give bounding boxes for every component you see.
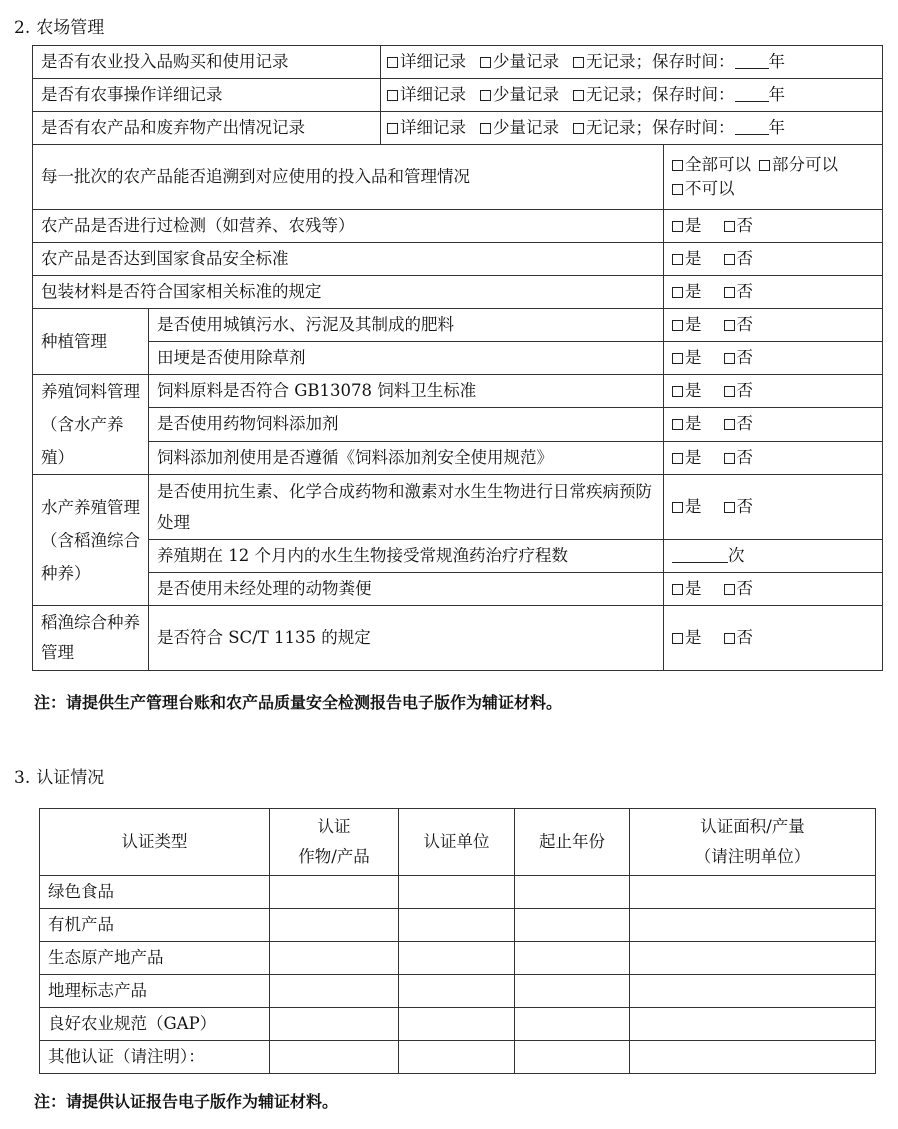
checkbox-icon[interactable] [672,633,683,644]
cert-type-label: 其他认证（请注明）： [40,1041,270,1074]
checkbox-icon[interactable] [672,287,683,298]
category-rice-fish: 稻渔综合种养管理 [33,606,149,671]
checkbox-icon[interactable] [672,386,683,397]
question-cell: 是否使用药物饲料添加剂 [149,408,664,441]
checkbox-option[interactable]: 少量记录 [480,52,559,71]
no-option[interactable]: 否 [724,412,754,436]
no-option[interactable]: 否 [724,446,754,470]
question-cell: 养殖期在 12 个月内的水生生物接受常规渔药治疗疗程数 [149,540,664,573]
count-unit: 次 [728,546,745,565]
checkbox-icon[interactable] [672,584,683,595]
cert-area-field[interactable] [630,942,876,975]
record-options: 详细记录 少量记录 无记录；保存时间： 年 [381,112,883,145]
checkbox-icon[interactable] [387,90,398,101]
checkbox-icon[interactable] [724,287,735,298]
cert-type-label: 生态原产地产品 [40,942,270,975]
checkbox-option[interactable]: 无记录；保存时间： [573,85,735,104]
section-number: 2. [14,18,31,38]
category-feed: 养殖饲料管理（含水产养殖） [33,375,149,475]
checkbox-icon[interactable] [724,502,735,513]
table-row [33,79,883,112]
question-cell: 是否有农产品和废弃物产出情况记录 [33,112,381,145]
checkbox-option[interactable]: 详细记录 [387,118,466,137]
record-options: 详细记录 少量记录 无记录；保存时间： 年 [381,46,883,79]
table-row [33,408,883,441]
yes-no-options [664,210,883,243]
farm-management-table [32,45,883,671]
cert-org-field[interactable] [399,942,515,975]
no-option[interactable]: 否 [724,247,754,271]
table-row [40,1041,876,1074]
question-cell: 饲料添加剂使用是否遵循《饲料添加剂安全使用规范》 [149,441,664,474]
checkbox-icon[interactable] [724,453,735,464]
yes-option[interactable]: 是 [672,313,702,337]
header-cert-years: 起止年份 [515,809,630,876]
no-option[interactable]: 否 [724,577,754,601]
cert-area-field[interactable] [630,975,876,1008]
question-cell: 是否有农事操作详细记录 [33,79,381,112]
question-cell: 每一批次的农产品能否追溯到对应使用的投入品和管理情况 [33,145,664,210]
yes-option[interactable]: 是 [672,379,702,403]
checkbox-icon[interactable] [672,453,683,464]
header-cert-org: 认证单位 [399,809,515,876]
yes-option[interactable]: 是 [672,280,702,304]
yes-option[interactable]: 是 [672,446,702,470]
header-cert-crop: 认证 作物/产品 [270,809,399,876]
yes-option[interactable]: 是 [672,247,702,271]
checkbox-icon[interactable] [724,633,735,644]
cert-type-label: 有机产品 [40,909,270,942]
years-blank-field[interactable] [735,120,769,135]
checkbox-icon[interactable] [672,160,683,171]
no-option[interactable]: 否 [724,313,754,337]
yes-no-options [664,606,883,671]
checkbox-icon[interactable] [672,320,683,331]
checkbox-icon[interactable] [672,254,683,265]
yes-no-options [664,309,883,342]
header-cert-area: 认证面积/产量 （请注明单位） [630,809,876,876]
table-row [33,540,883,573]
question-cell: 农产品是否达到国家食品安全标准 [33,243,664,276]
checkbox-icon[interactable] [759,160,770,171]
question-cell: 是否使用抗生素、化学合成药物和激素对水生生物进行日常疾病预防处理 [149,475,664,540]
table-row [33,276,883,309]
count-blank-field[interactable] [672,548,728,563]
checkbox-icon[interactable] [573,90,584,101]
cert-area-field[interactable] [630,1041,876,1074]
trace-options [664,145,883,210]
no-option[interactable]: 否 [724,626,754,650]
no-option[interactable]: 否 [724,346,754,370]
yes-option[interactable]: 是 [672,577,702,601]
yes-no-options [664,573,883,606]
section-3-heading [14,763,104,788]
checkbox-option[interactable]: 详细记录 [387,52,466,71]
checkbox-icon[interactable] [672,184,683,195]
cert-years-field[interactable] [515,909,630,942]
cert-type-label: 地理标志产品 [40,975,270,1008]
yes-no-options [664,441,883,474]
cert-crop-field[interactable] [270,876,399,909]
no-option[interactable]: 否 [724,280,754,304]
table-row [33,606,883,671]
cert-years-field[interactable] [515,876,630,909]
table-row [33,145,883,210]
table-row [40,909,876,942]
checkbox-option[interactable]: 不可以 [672,179,735,198]
cert-org-field[interactable] [399,975,515,1008]
certification-table [39,808,876,1074]
yes-no-options [664,375,883,408]
checkbox-icon[interactable] [724,584,735,595]
no-option[interactable]: 否 [724,379,754,403]
checkbox-icon[interactable] [672,353,683,364]
cert-org-field[interactable] [399,909,515,942]
question-cell: 是否使用未经处理的动物粪便 [149,573,664,606]
no-option[interactable]: 否 [724,214,754,238]
checkbox-icon[interactable] [573,57,584,68]
cert-type-label: 绿色食品 [40,876,270,909]
section-number: 3. [14,768,31,788]
table-row [33,342,883,375]
cert-crop-field[interactable] [270,1041,399,1074]
checkbox-icon[interactable] [387,123,398,134]
section-title: 农场管理 [36,18,105,38]
checkbox-icon[interactable] [724,353,735,364]
category-planting: 种植管理 [33,309,149,375]
table-row [33,573,883,606]
checkbox-icon[interactable] [480,57,491,68]
cert-years-field[interactable] [515,942,630,975]
checkbox-icon[interactable] [387,57,398,68]
header-cert-type: 认证类型 [40,809,270,876]
question-cell: 农产品是否进行过检测（如营养、农残等） [33,210,664,243]
yes-no-options [664,408,883,441]
section-3-note: 注：请提供认证报告电子版作为辅证材料。 [34,1092,339,1111]
yes-option[interactable]: 是 [672,412,702,436]
checkbox-option[interactable]: 详细记录 [387,85,466,104]
cert-org-field[interactable] [399,1041,515,1074]
section-2-heading [14,13,104,38]
table-row [33,243,883,276]
question-cell: 是否有农业投入品购买和使用记录 [33,46,381,79]
question-cell: 是否符合 SC/T 1135 的规定 [149,606,664,671]
checkbox-icon[interactable] [573,123,584,134]
no-option[interactable]: 否 [724,495,754,519]
yes-option[interactable]: 是 [672,214,702,238]
cert-years-field[interactable] [515,1008,630,1041]
table-row [40,1008,876,1041]
checkbox-icon[interactable] [480,123,491,134]
question-cell: 是否使用城镇污水、污泥及其制成的肥料 [149,309,664,342]
checkbox-option[interactable]: 无记录；保存时间： [573,52,735,71]
cert-area-field[interactable] [630,1008,876,1041]
table-header-row [40,809,876,876]
table-row [40,975,876,1008]
record-options: 详细记录 少量记录 无记录；保存时间： 年 [381,79,883,112]
table-row [40,876,876,909]
checkbox-option[interactable]: 部分可以 [759,155,838,174]
question-cell: 包装材料是否符合国家相关标准的规定 [33,276,664,309]
cert-org-field[interactable] [399,1008,515,1041]
cert-crop-field[interactable] [270,909,399,942]
category-aquaculture: 水产养殖管理（含稻渔综合种养） [33,475,149,606]
checkbox-icon[interactable] [672,419,683,430]
cert-type-label: 良好农业规范（GAP） [40,1008,270,1041]
checkbox-option[interactable]: 无记录；保存时间： [573,118,735,137]
cert-years-field[interactable] [515,1041,630,1074]
table-row [33,112,883,145]
cert-org-field[interactable] [399,876,515,909]
cert-area-field[interactable] [630,909,876,942]
years-blank-field[interactable] [735,87,769,102]
yes-no-options [664,342,883,375]
yes-option[interactable]: 是 [672,346,702,370]
cert-crop-field[interactable] [270,975,399,1008]
years-blank-field[interactable] [735,54,769,69]
question-cell: 田埂是否使用除草剂 [149,342,664,375]
yes-option[interactable]: 是 [672,495,702,519]
yes-no-options [664,475,883,540]
checkbox-icon[interactable] [724,419,735,430]
cert-crop-field[interactable] [270,1008,399,1041]
section-2-note: 注：请提供生产管理台账和农产品质量安全检测报告电子版作为辅证材料。 [34,693,563,712]
cert-years-field[interactable] [515,975,630,1008]
yes-no-options [664,276,883,309]
checkbox-option[interactable]: 少量记录 [480,118,559,137]
section-title: 认证情况 [36,768,105,788]
checkbox-icon[interactable] [672,502,683,513]
table-row [33,46,883,79]
checkbox-icon[interactable] [724,221,735,232]
question-cell: 饲料原料是否符合 GB13078 饲料卫生标准 [149,375,664,408]
table-row [33,475,883,540]
count-cell [664,540,883,573]
yes-no-options [664,243,883,276]
cert-crop-field[interactable] [270,942,399,975]
checkbox-icon[interactable] [672,221,683,232]
table-row [33,441,883,474]
table-row [33,375,883,408]
checkbox-icon[interactable] [724,386,735,397]
checkbox-icon[interactable] [480,90,491,101]
table-row [33,210,883,243]
checkbox-icon[interactable] [724,254,735,265]
yes-option[interactable]: 是 [672,626,702,650]
table-row [33,309,883,342]
checkbox-option[interactable]: 全部可以 [672,155,751,174]
checkbox-icon[interactable] [724,320,735,331]
cert-area-field[interactable] [630,876,876,909]
checkbox-option[interactable]: 少量记录 [480,85,559,104]
table-row [40,942,876,975]
